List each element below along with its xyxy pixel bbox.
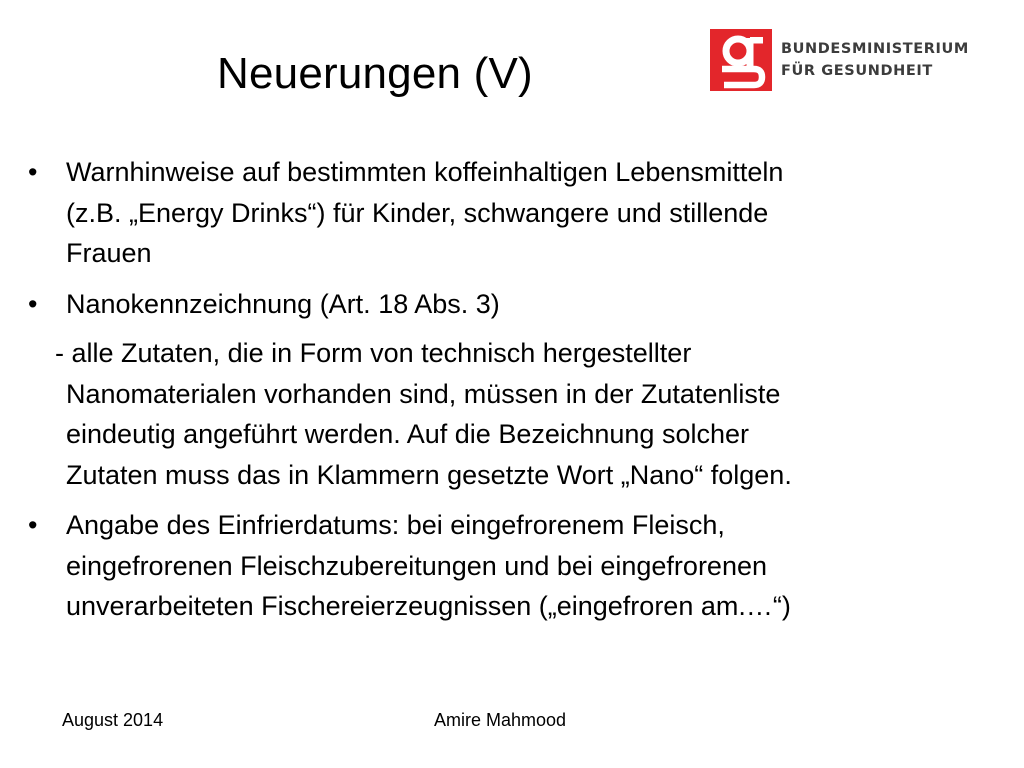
bullet-line: Angabe des Einfrierdatums: bei eingefrorenem Fleisch, — [66, 510, 725, 540]
bullet-line: Warnhinweise auf bestimmten koffeinhaltigen Lebensmitteln — [66, 157, 784, 187]
footer-author: Amire Mahmood — [434, 710, 567, 730]
bullet-line: Nanokennzeichnung (Art. 18 Abs. 3) — [66, 289, 500, 319]
bullet-line: (z.B. „Energy Drinks“) für Kinder, schwangere und stillende — [66, 197, 769, 228]
bullet-line: eingefrorenen Fleischzubereitungen und bei eingefrorenen — [66, 550, 767, 581]
ministry-logo-line-2: FÜR GESUNDHEIT — [781, 63, 933, 79]
bullet-marker: • — [28, 157, 38, 187]
bullet-text — [66, 505, 1006, 627]
bullet-line: Frauen — [66, 238, 152, 268]
sub-line: eindeutig angeführt werden. Auf die Bezeichnung solcher — [66, 419, 749, 449]
bullet-marker: • — [28, 289, 38, 319]
footer-date: August 2014 — [62, 710, 164, 730]
sub-line: - alle Zutaten, die in Form von technisch hergestellter — [55, 338, 692, 368]
sub-line: Nanomaterialen vorhanden sind, müssen in der Zutatenliste — [66, 378, 781, 409]
bullet-marker: • — [28, 510, 38, 540]
bullet-line: unverarbeiteten Fischereierzeugnissen („eingefroren am.…“) — [66, 591, 791, 621]
sub-item-nano-zutaten — [55, 333, 1000, 495]
bullet-text — [66, 284, 1006, 325]
slide-title: Neuerungen (V) — [217, 49, 533, 98]
ministry-logo-line-1: BUNDESMINISTERIUM — [781, 41, 969, 57]
sub-line: Zutaten muss das in Klammern gesetzte Wort „Nano“ folgen. — [66, 459, 792, 490]
bullet-text — [66, 152, 1006, 274]
